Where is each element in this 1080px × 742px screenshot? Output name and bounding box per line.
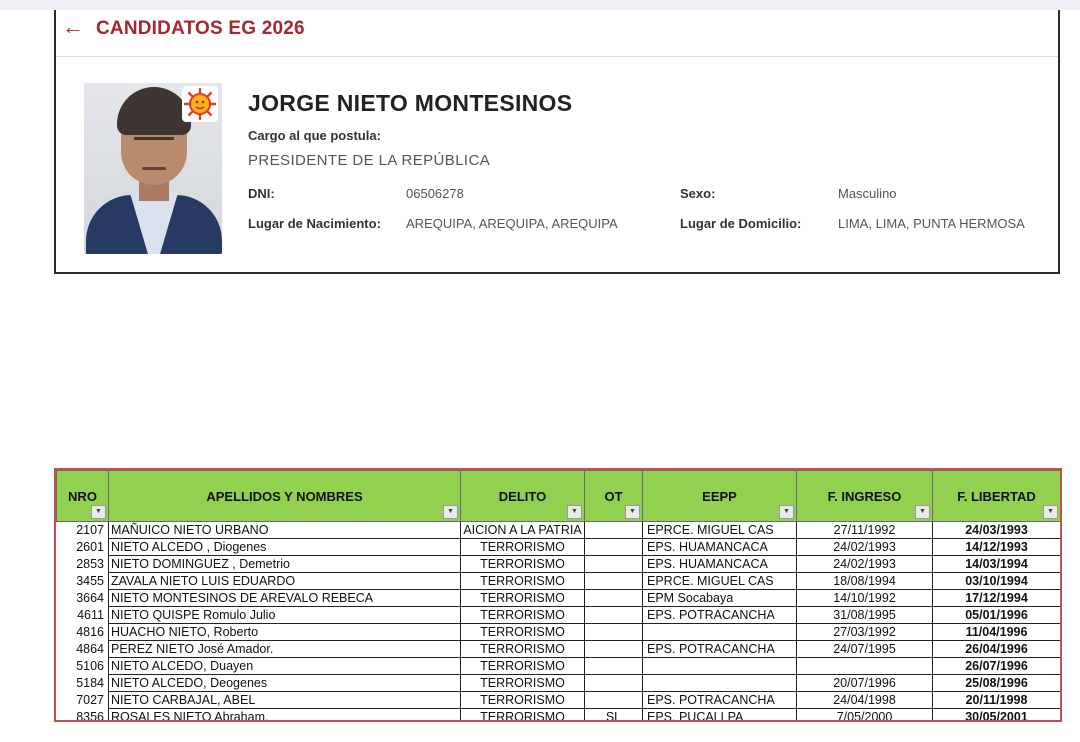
table-row[interactable] (57, 590, 1061, 607)
cell-libertad[interactable]: 05/01/1996 (933, 607, 1061, 624)
domicilio-label: Lugar de Domicilio: (680, 216, 802, 231)
column-header-ot[interactable]: OT ▼ (585, 471, 643, 522)
records-table (56, 470, 1061, 722)
cell-ot[interactable] (585, 692, 643, 709)
cell-delito[interactable]: TERRORISMO (461, 692, 585, 709)
cell-eepp[interactable]: EPS. PUCALLPA (643, 709, 797, 723)
nacimiento-label: Lugar de Nacimiento: (248, 216, 381, 231)
cell-eepp[interactable]: EPS. POTRACANCHA (643, 641, 797, 658)
cell-nro[interactable]: 4816 (57, 624, 109, 641)
filter-dropdown-icon[interactable]: ▼ (1043, 505, 1058, 519)
cell-ot[interactable] (585, 556, 643, 573)
top-strip (0, 0, 1080, 10)
cell-ot[interactable] (585, 624, 643, 641)
dni-label: DNI: (248, 186, 275, 201)
cell-eepp[interactable]: EPS. HUAMANCACA (643, 539, 797, 556)
card-header (56, 10, 1058, 57)
cell-nro[interactable]: 7027 (57, 692, 109, 709)
candidate-card (54, 10, 1060, 274)
cell-ot[interactable] (585, 641, 643, 658)
cell-eepp[interactable]: EPS. POTRACANCHA (643, 692, 797, 709)
sexo-label: Sexo: (680, 186, 716, 201)
cell-apellidos[interactable]: NIETO QUISPE Romulo Julio (109, 607, 461, 624)
cell-apellidos[interactable]: NIETO ALCEDO, Duayen (109, 658, 461, 675)
table-row[interactable] (57, 675, 1061, 692)
cell-ot[interactable] (585, 590, 643, 607)
cell-eepp[interactable] (643, 624, 797, 641)
filter-dropdown-icon[interactable]: ▼ (625, 505, 640, 519)
cell-eepp[interactable] (643, 675, 797, 692)
table-row[interactable] (57, 658, 1061, 675)
cell-eepp[interactable]: EPRCE. MIGUEL CAS (643, 573, 797, 590)
cell-eepp[interactable]: EPRCE. MIGUEL CAS (643, 522, 797, 539)
cell-libertad[interactable]: 24/03/1993 (933, 522, 1061, 539)
cell-ot[interactable] (585, 658, 643, 675)
cell-delito[interactable]: TERRORISMO (461, 624, 585, 641)
cell-apellidos[interactable]: PEREZ NIETO José Amador. (109, 641, 461, 658)
sun-logo-icon (182, 86, 218, 122)
filter-dropdown-icon[interactable]: ▼ (567, 505, 582, 519)
cell-ot[interactable] (585, 522, 643, 539)
filter-dropdown-icon[interactable]: ▼ (915, 505, 930, 519)
nacimiento-value: AREQUIPA, AREQUIPA, AREQUIPA (406, 216, 618, 231)
cell-libertad[interactable]: 25/08/1996 (933, 675, 1061, 692)
cell-nro[interactable]: 4864 (57, 641, 109, 658)
cell-ot[interactable] (585, 539, 643, 556)
cell-delito[interactable]: TERRORISMO (461, 590, 585, 607)
table-body (57, 522, 1061, 723)
cell-libertad[interactable]: 11/04/1996 (933, 624, 1061, 641)
cell-nro[interactable]: 4611 (57, 607, 109, 624)
back-arrow-icon[interactable]: ← (62, 14, 84, 39)
cell-ot[interactable] (585, 607, 643, 624)
cell-eepp[interactable]: EPM Socabaya (643, 590, 797, 607)
cell-eepp[interactable]: EPS. POTRACANCHA (643, 607, 797, 624)
cell-apellidos[interactable]: NIETO ALCEDO, Deogenes (109, 675, 461, 692)
cargo-value: PRESIDENTE DE LA REPÚBLICA (248, 152, 491, 169)
cell-ingreso[interactable]: 24/02/1993 (797, 556, 933, 573)
cell-delito[interactable]: TERRORISMO (461, 573, 585, 590)
cell-nro[interactable]: 5184 (57, 675, 109, 692)
cell-eepp[interactable] (643, 658, 797, 675)
cell-nro[interactable]: 8356 (57, 709, 109, 723)
column-header-libertad[interactable]: F. LIBERTAD ▼ (933, 471, 1061, 522)
column-header-apellidos[interactable]: APELLIDOS Y NOMBRES ▼ (109, 471, 461, 522)
domicilio-value: LIMA, LIMA, PUNTA HERMOSA (838, 216, 1025, 231)
cell-ingreso[interactable]: 24/04/1998 (797, 692, 933, 709)
cell-nro[interactable]: 5106 (57, 658, 109, 675)
cell-apellidos[interactable]: NIETO MONTESINOS DE AREVALO REBECA (109, 590, 461, 607)
cell-apellidos[interactable]: NIETO CARBAJAL, ABEL (109, 692, 461, 709)
cell-nro[interactable]: 3664 (57, 590, 109, 607)
records-table-container (54, 468, 1062, 722)
cell-ingreso[interactable]: 18/08/1994 (797, 573, 933, 590)
cell-delito[interactable]: TERRORISMO (461, 675, 585, 692)
sexo-value: Masculino (838, 186, 897, 201)
cell-libertad[interactable]: 14/12/1993 (933, 539, 1061, 556)
table-row[interactable] (57, 709, 1061, 723)
cell-ot[interactable] (585, 573, 643, 590)
table-row[interactable] (57, 692, 1061, 709)
table-row[interactable] (57, 624, 1061, 641)
table-row[interactable] (57, 641, 1061, 658)
cell-delito[interactable]: TERRORISMO (461, 641, 585, 658)
cell-libertad[interactable]: 26/07/1996 (933, 658, 1061, 675)
cell-apellidos[interactable]: MAÑUICO NIETO URBANO (109, 522, 461, 539)
cell-apellidos[interactable]: NIETO DOMINGUEZ , Demetrio (109, 556, 461, 573)
table-header-row (57, 471, 1061, 522)
cell-ingreso[interactable]: 7/05/2000 (797, 709, 933, 723)
cell-delito[interactable]: TERRORISMO (461, 607, 585, 624)
filter-dropdown-icon[interactable]: ▼ (779, 505, 794, 519)
cell-apellidos[interactable]: NIETO ALCEDO , Diogenes (109, 539, 461, 556)
candidate-name: JORGE NIETO MONTESINOS (248, 90, 573, 116)
cell-ingreso[interactable]: 24/07/1995 (797, 641, 933, 658)
cell-libertad[interactable]: 14/03/1994 (933, 556, 1061, 573)
cell-delito[interactable]: TERRORISMO (461, 556, 585, 573)
cell-ingreso[interactable]: 20/07/1996 (797, 675, 933, 692)
filter-active-icon[interactable]: ▼ (443, 505, 458, 519)
table-row[interactable] (57, 556, 1061, 573)
column-header-ingreso[interactable]: F. INGRESO ▼ (797, 471, 933, 522)
table-row[interactable] (57, 607, 1061, 624)
cell-ingreso[interactable]: 27/11/1992 (797, 522, 933, 539)
page-title: CANDIDATOS EG 2026 (96, 18, 305, 39)
cell-ot[interactable] (585, 675, 643, 692)
table-row[interactable] (57, 522, 1061, 539)
cell-libertad[interactable]: 26/04/1996 (933, 641, 1061, 658)
cell-nro[interactable]: 2601 (57, 539, 109, 556)
column-header-eepp[interactable]: EEPP ▼ (643, 471, 797, 522)
cell-libertad[interactable]: 03/10/1994 (933, 573, 1061, 590)
column-header-delito[interactable]: DELITO ▼ (461, 471, 585, 522)
cell-delito[interactable]: TERRORISMO (461, 539, 585, 556)
candidate-photo (84, 83, 222, 254)
cell-libertad[interactable]: 17/12/1994 (933, 590, 1061, 607)
cell-delito[interactable]: TERRORISMO (461, 709, 585, 723)
cell-ingreso[interactable] (797, 658, 933, 675)
table-row[interactable] (57, 573, 1061, 590)
cell-ot[interactable]: SL (585, 709, 643, 723)
cell-ingreso[interactable]: 24/02/1993 (797, 539, 933, 556)
table-row[interactable] (57, 539, 1061, 556)
dni-value: 06506278 (406, 186, 464, 201)
cell-eepp[interactable]: EPS. HUAMANCACA (643, 556, 797, 573)
cargo-label: Cargo al que postula: (248, 128, 381, 143)
cell-nro[interactable]: 2107 (57, 522, 109, 539)
column-header-nro[interactable]: NRO ▼ (57, 471, 109, 522)
cell-libertad[interactable]: 20/11/1998 (933, 692, 1061, 709)
cell-delito[interactable]: AICION A LA PATRIA (461, 522, 585, 539)
cell-apellidos[interactable]: HUACHO NIETO, Roberto (109, 624, 461, 641)
filter-dropdown-icon[interactable]: ▼ (91, 505, 106, 519)
cell-apellidos[interactable]: ZAVALA NIETO LUIS EDUARDO (109, 573, 461, 590)
cell-delito[interactable]: TERRORISMO (461, 658, 585, 675)
cell-ingreso[interactable]: 27/03/1992 (797, 624, 933, 641)
cell-nro[interactable]: 2853 (57, 556, 109, 573)
cell-ingreso[interactable]: 14/10/1992 (797, 590, 933, 607)
cell-apellidos[interactable]: ROSALES NIETO Abraham. (109, 709, 461, 723)
cell-nro[interactable]: 3455 (57, 573, 109, 590)
cell-libertad[interactable]: 30/05/2001 (933, 709, 1061, 723)
cell-ingreso[interactable]: 31/08/1995 (797, 607, 933, 624)
